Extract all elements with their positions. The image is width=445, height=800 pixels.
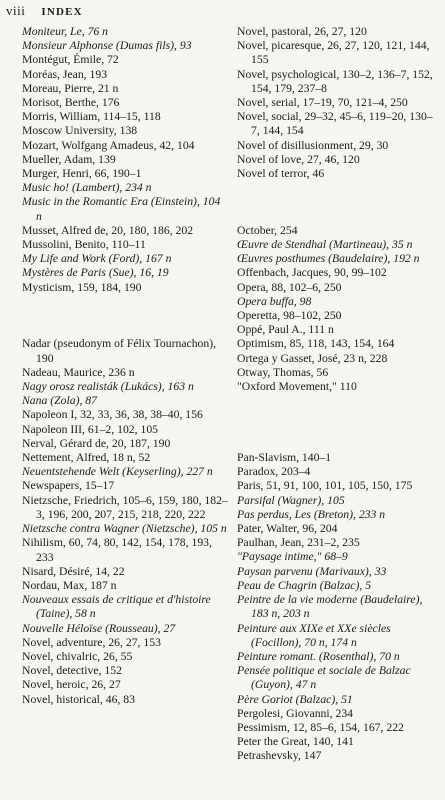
index-entry: Optimism, 85, 118, 143, 154, 164: [237, 337, 395, 351]
index-entry: "Oxford Movement," 110: [237, 380, 357, 394]
index-entry: Offenbach, Jacques, 90, 99–102: [237, 266, 387, 280]
index-section-gap: [22, 295, 228, 338]
index-entry: Pater, Walter, 96, 204: [237, 522, 338, 536]
index-entry: Nouveaux essais de critique et d'histoire (Taine), 58 n: [22, 593, 211, 621]
index-entry: Peter the Great, 140, 141: [237, 735, 354, 749]
index-entry: Moréas, Jean, 193: [22, 67, 108, 81]
index-entry: Novel, pastoral, 26, 27, 120: [237, 25, 367, 38]
index-entry: Nettement, Alfred, 18 n, 52: [22, 451, 151, 465]
index-entry: Moniteur, Le, 76 n: [22, 25, 109, 38]
index-entry: Opera buffa, 98: [237, 294, 312, 308]
index-entry: Mysticism, 159, 184, 190: [22, 280, 142, 294]
index-entry: Novel, picaresque, 26, 27, 120, 121, 144, 155: [237, 39, 430, 67]
index-entry: Pessimism, 12, 85–6, 154, 167, 222: [237, 720, 404, 734]
index-entry: Murger, Henri, 66, 190–1: [22, 167, 142, 181]
index-entry: Novel, chivalric, 26, 55: [22, 649, 133, 663]
index-entry: Novel, psychological, 130–2, 136–7, 152, 154, 179, 237–8: [237, 67, 433, 95]
index-entry: Père Goriot (Balzac), 51: [237, 692, 353, 706]
index-entry: Pan-Slavism, 140–1: [237, 451, 332, 465]
index-entry: Pas perdus, Les (Breton), 233 n: [237, 507, 386, 521]
index-entry: Nietzsche contra Wagner (Nietzsche), 105 n: [22, 522, 227, 536]
index-entry: Nouvelle Héloïse (Rousseau), 27: [22, 621, 176, 635]
index-entry: Nagy orosz realisták (Lukács), 163 n: [22, 380, 194, 394]
index-entry: Novel, detective, 152: [22, 664, 122, 678]
index-entry: Napoleon I, 32, 33, 36, 38, 38–40, 156: [22, 408, 203, 422]
index-entry: Nihilism, 60, 74, 80, 142, 154, 178, 193, 233: [22, 536, 212, 564]
page-title: INDEX: [41, 6, 83, 18]
index-entry: Novel, serial, 17–19, 70, 121–4, 250: [237, 96, 408, 110]
index-entry: Novel of terror, 46: [237, 167, 325, 181]
index-section-gap: [237, 394, 440, 451]
index-entry: Peau de Chagrin (Balzac), 5: [237, 578, 372, 592]
index-entry: Opera, 88, 102–6, 250: [237, 280, 342, 294]
index-entry: Novel, heroic, 26, 27: [22, 678, 121, 692]
index-entry: Œuvres posthumes (Baudelaire), 192 n: [237, 252, 420, 266]
index-entry: Moscow University, 138: [22, 124, 138, 138]
index-entry: My Life and Work (Ford), 167 n: [22, 252, 172, 266]
index-entry: Neuentstehende Welt (Keyserling), 227 n: [22, 465, 213, 479]
index-entry: Novel, social, 29–32, 45–6, 119–20, 130–7, 144, 154: [237, 110, 433, 138]
index-entry: Novel of love, 27, 46, 120: [237, 152, 360, 166]
index-entry: Paradox, 203–4: [237, 465, 311, 479]
index-entry: Nisard, Désiré, 14, 22: [22, 564, 125, 578]
index-entry: Pensée politique et sociale de Balzac (Guyon), 47 n: [237, 664, 411, 692]
index-entry: Morisot, Berthe, 176: [22, 96, 120, 110]
index-entry: Novel of disillusionment, 29, 30: [237, 138, 389, 152]
index-entry: Morris, William, 114–15, 118: [22, 110, 161, 124]
index-entry: Nietzsche, Friedrich, 105–6, 159, 180, 182–3, 196, 200, 207, 215, 218, 220, 222: [22, 493, 228, 521]
index-entry: Novel, adventure, 26, 27, 153: [22, 635, 161, 649]
index-entry: Nadar (pseudonym of Félix Tournachon), 190: [22, 337, 217, 365]
index-entry: Otway, Thomas, 56: [237, 365, 329, 379]
index-entry: Ortega y Gasset, José, 23 n, 228: [237, 351, 388, 365]
page-header: [6, 3, 439, 23]
index-entry: Newspapers, 15–17: [22, 479, 115, 493]
index-entry: Mussolini, Benito, 110–11: [22, 238, 146, 252]
index-entry: October, 254: [237, 223, 298, 237]
index-entry: Paulhan, Jean, 231–2, 235: [237, 536, 360, 550]
index-entry: Nana (Zola), 87: [22, 394, 97, 408]
page-number: viii: [6, 3, 26, 18]
index-entry: Moreau, Pierre, 21 n: [22, 81, 119, 95]
index-entry: Operetta, 98–102, 250: [237, 309, 342, 323]
index-entry: Peinture aux XIXe et XXe siècles (Focillon), 70 n, 174 n: [237, 621, 391, 649]
index-entry: Mystères de Paris (Sue), 16, 19: [22, 266, 169, 280]
index-entry: Pergolesi, Giovanni, 234: [237, 706, 354, 720]
index-entry: Music ho! (Lambert), 234 n: [22, 181, 152, 195]
index-section-gap: [237, 181, 440, 224]
index-entry: Music in the Romantic Era (Einstein), 104 n: [22, 195, 221, 223]
index-entry: Mueller, Adam, 139: [22, 152, 116, 166]
index-entry: Petrashevsky, 147: [237, 749, 322, 763]
index-entry: Mozart, Wolfgang Amadeus, 42, 104: [22, 138, 195, 152]
index-entry: Montégut, Émile, 72: [22, 53, 119, 67]
index-entry: Nordau, Max, 187 n: [22, 578, 117, 592]
index-entry: Peinture romant. (Rosenthal), 70 n: [237, 649, 400, 663]
index-column-right: [237, 25, 440, 764]
index-entry: Nerval, Gérard de, 20, 187, 190: [22, 436, 171, 450]
index-entry: Novel, historical, 46, 83: [22, 692, 135, 706]
index-entry: Paysan parvenu (Marivaux), 33: [237, 564, 387, 578]
index-column-left: [22, 25, 228, 707]
index-entry: Œuvre de Stendhal (Martineau), 35 n: [237, 238, 413, 252]
index-entry: "Paysage intime," 68–9: [237, 550, 348, 564]
index-entry: Monsieur Alphonse (Dumas fils), 93: [22, 39, 192, 53]
index-entry: Oppé, Paul A., 111 n: [237, 323, 334, 337]
index-entry: Nadeau, Maurice, 236 n: [22, 365, 135, 379]
index-entry: Parsifal (Wagner), 105: [237, 493, 345, 507]
index-entry: Musset, Alfred de, 20, 180, 186, 202: [22, 223, 194, 237]
index-entry: Napoleon III, 61–2, 102, 105: [22, 422, 159, 436]
index-entry: Peintre de la vie moderne (Baudelaire), 183 n, 203 n: [237, 593, 423, 621]
index-entry: Paris, 51, 91, 100, 101, 105, 150, 175: [237, 479, 413, 493]
